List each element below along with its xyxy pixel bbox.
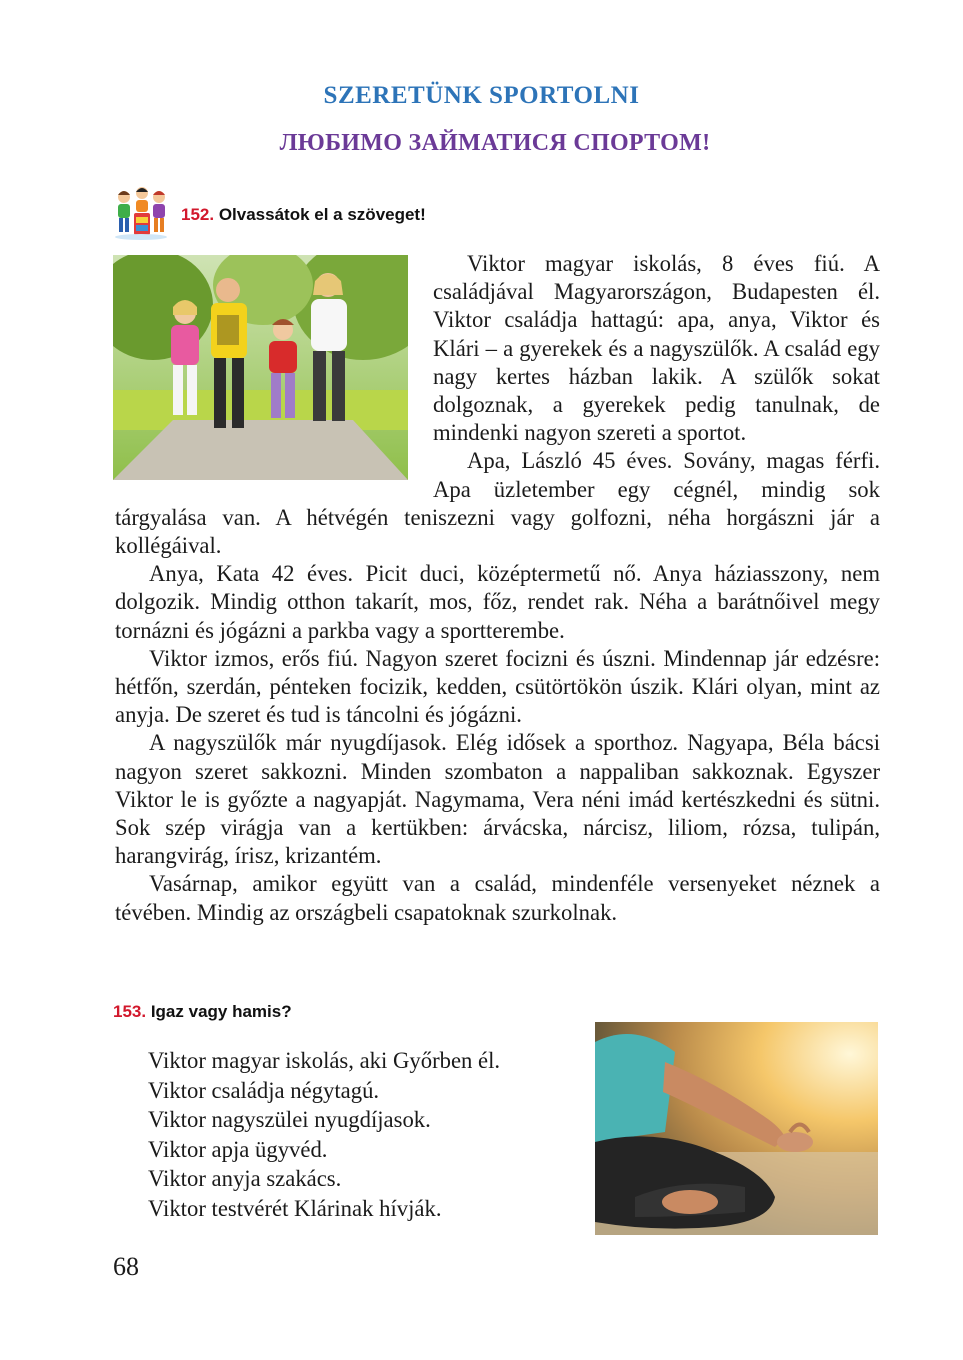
task-153-instruction: Igaz vagy hamis? — [150, 1002, 292, 1021]
statement-item: Viktor magyar iskolás, aki Győrben él. — [148, 1048, 501, 1073]
statement-item: Viktor testvérét Klárinak hívják. — [148, 1195, 442, 1221]
reading-paragraph: Anya, Kata 42 éves. Picit duci, középtermetű nő. Anya háziasszony, nem dolgozik. Mindig otthon takarít, mos, főz, rendet rak. Néha a barátnőivel megy tornázni és jógázni a parkba vagy a sportterembe. — [115, 561, 880, 643]
reading-text — [115, 250, 880, 927]
task-152-instruction: Olvassátok el a szöveget! — [218, 205, 426, 224]
task-153-heading — [113, 1002, 292, 1022]
reading-paragraph: Viktor izmos, erős fiú. Nagyon szeret focizni és úszni. Mindennap jár edzésre: hétfőn, szerdán, pénteken focizik, kedden, csütörtökön úszik. Klári olyan, mint az anyja. De szeret és tud is táncolni és jógázni. — [115, 645, 880, 728]
children-reading-icon — [112, 183, 170, 241]
task-153-number: 153. — [113, 1002, 147, 1021]
statement-item: Viktor nagyszülei nyugdíjasok. — [148, 1107, 431, 1132]
reading-paragraph: A nagyszülők már nyugdíjasok. Elég idősek a sporthoz. Nagyapa, Béla bácsi nagyon szeret sakkozni. Minden szombaton a nappaliban sakkoznak. Egyszer Viktor le is győzte a nagyapját. Nagymama, Vera néni imád kertészkedni és sütni. Sok szép virágja van a kertükben: árvácska, nárcisz, liliom, rózsa, tulipán, harangvirág, írisz, krizantém. — [115, 730, 880, 869]
page-title-hungarian: SZERETÜNK SPORTOLNI — [323, 82, 640, 109]
statement-item: Viktor anyja szakács. — [148, 1166, 342, 1191]
true-false-list — [148, 1046, 588, 1223]
page-title-ukrainian: ЛЮБИМО ЗАЙМАТИСЯ СПОРТОМ! — [279, 130, 711, 156]
statement-item: Viktor családja négytagú. — [148, 1077, 380, 1103]
reading-paragraph: Apa, László 45 éves. Sovány, magas férfi. Apa üzletember egy cégnél, mindig sok tárgyalása van. A hétvégén teniszezni vagy golfozni, néha horgászni jár a kollégáival. — [115, 448, 880, 559]
yoga-meditation-photo — [595, 1022, 878, 1235]
task-152-number: 152. — [181, 205, 215, 224]
statement-item: Viktor apja ügyvéd. — [148, 1136, 328, 1162]
task-152-heading — [181, 205, 426, 225]
reading-paragraph: Vasárnap, amikor együtt van a család, mindenféle versenyeket néznek a tévében. Mindig az országbeli csapatoknak szurkolnak. — [115, 871, 880, 925]
page-number: 68 — [113, 1252, 139, 1281]
photo-spacer — [115, 250, 433, 478]
reading-paragraph: Viktor magyar iskolás, 8 éves fiú. A családjával Magyarországon, Budapesten él. Viktor családja hattagú: apa, anya, Viktor és Klári – a gyerekek és a nagyszülők. A család egy nagy kertes házban lakik. A szülők sokat dolgoznak, a gyerekek pedig tanulnak, de mindenki nagyon szereti a sportot. — [433, 251, 880, 446]
